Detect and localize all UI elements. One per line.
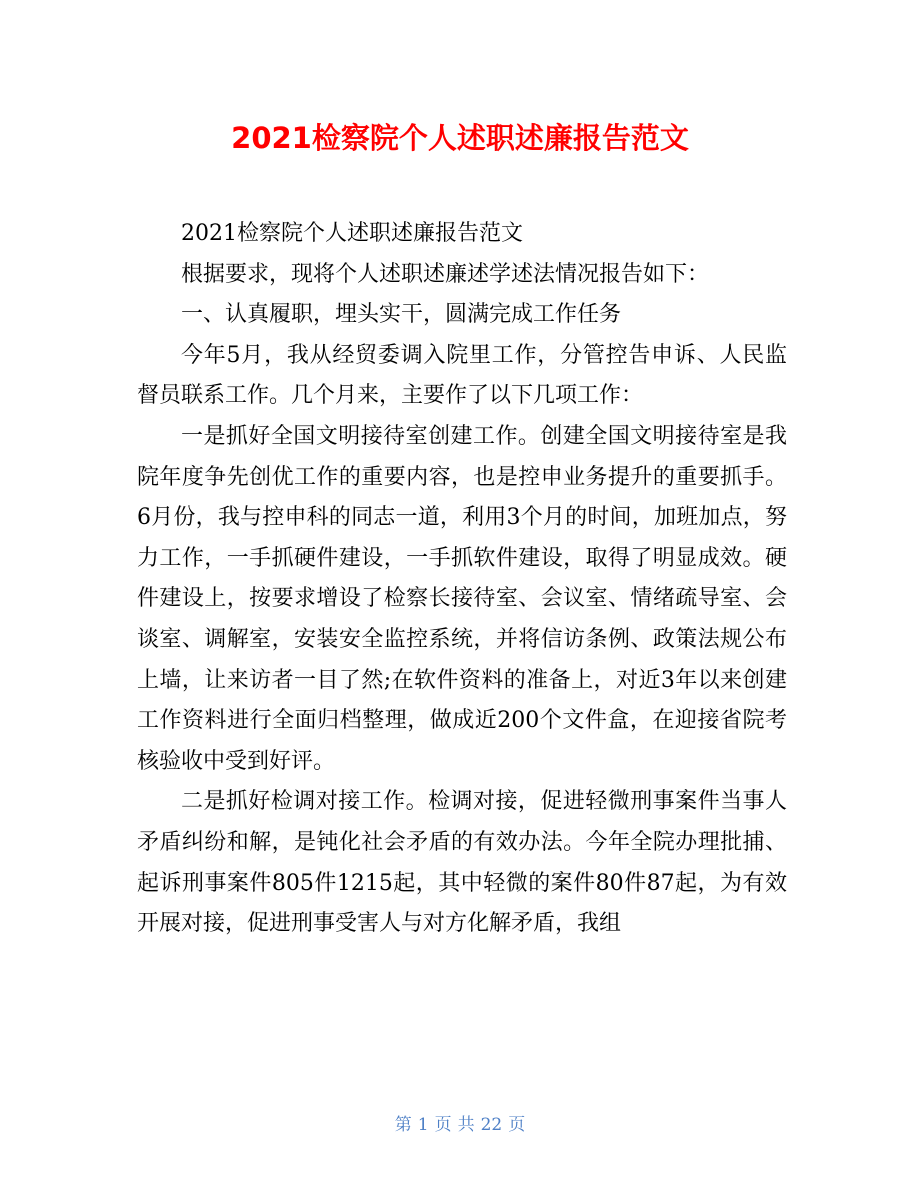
footer-total-prefix: 共 [457, 1115, 475, 1135]
paragraph-subtitle: 2021检察院个人述职述廉报告范文 [181, 221, 523, 246]
page-number-footer [0, 1113, 920, 1137]
footer-current-page: 1 [417, 1115, 429, 1135]
paragraph-item-two: 二是抓好检调对接工作。检调对接，促进轻微刑事案件当事人矛盾纠纷和解，是钝化社会矛盾的有效办法。今年全院办理批捕、起诉刑事案件805件1215起，其中轻微的案件80件87起，为有效开展对接，促进刑事受害人与对方化解矛盾，我组 [137, 789, 787, 937]
paragraph-overview: 今年5月，我从经贸委调入院里工作，分管控告申诉、人民监督员联系工作。几个月来，主要作了以下几项工作： [137, 342, 787, 409]
document-body [137, 214, 787, 945]
footer-page-unit: 页 [434, 1115, 452, 1135]
document-title: 2021检察院个人述职述廉报告范文 [231, 121, 689, 155]
paragraph-item-one: 一是抓好全国文明接待室创建工作。创建全国文明接待室是我院年度争先创优工作的重要内容，也是控申业务提升的重要抓手。6月份，我与控申科的同志一道，利用3个月的时间，加班加点，努力工作，一手抓硬件建设，一手抓软件建设，取得了明显成效。硬件建设上，按要求增设了检察长接待室、会议室、情绪疏导室、会谈室、调解室，安装安全监控系统，并将信访条例、政策法规公布上墙，让来访者一目了然;在软件资料的准备上，对近3年以来创建工作资料进行全面归档整理，做成近200个文件盒，在迎接省院考核验收中受到好评。 [137, 423, 787, 774]
paragraph-section-heading: 一、认真履职，埋头实干，圆满完成工作任务 [181, 302, 622, 328]
footer-prefix: 第 [394, 1115, 412, 1135]
paragraph-intro: 根据要求，现将个人述职述廉述学述法情况报告如下： [181, 261, 710, 287]
footer-total-unit: 页 [508, 1115, 526, 1135]
footer-total-pages: 22 [480, 1115, 503, 1135]
